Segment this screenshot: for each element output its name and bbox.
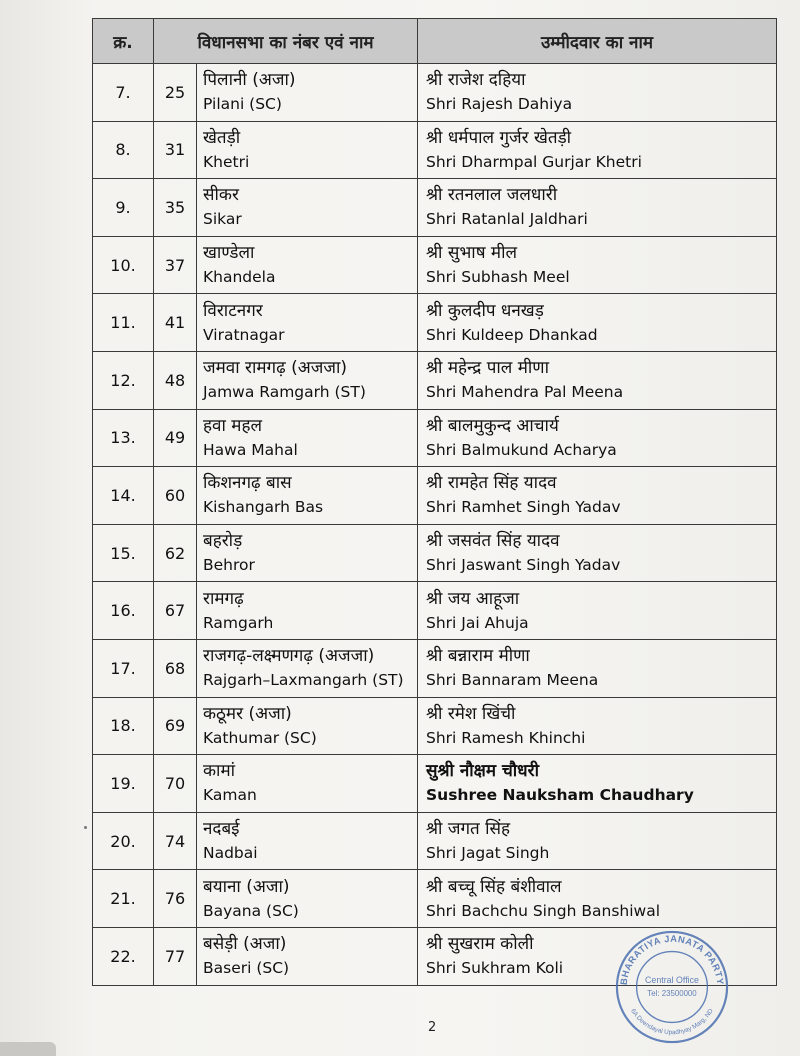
constituency-name-hindi: कामां: [203, 761, 236, 782]
constituency-number-cell: 68: [154, 639, 197, 697]
seal-address-text: 6A Deendayal Upadhyay Marg, ND: [629, 1007, 715, 1037]
candidate-name-hindi: सुश्री नौक्षम चौधरी: [426, 761, 539, 782]
serial-cell: 12.: [93, 351, 154, 409]
constituency-name-cell: [197, 121, 418, 179]
table-row: [93, 639, 777, 697]
table-row: [93, 524, 777, 582]
constituency-name-english: Ramgarh: [203, 613, 274, 632]
constituency-number-cell: 60: [154, 467, 197, 525]
constituency-name-cell: [197, 524, 418, 582]
serial-cell: 21.: [93, 870, 154, 928]
candidate-name-hindi: श्री रमेश खिंची: [426, 703, 516, 724]
scan-speck: [84, 826, 87, 829]
candidate-name-cell: [418, 236, 777, 294]
table-row: [93, 755, 777, 813]
table-row: [93, 409, 777, 467]
constituency-name-english: Hawa Mahal: [203, 440, 298, 459]
seal-center-line2: Tel: 23500000: [647, 988, 697, 998]
table-row: [93, 64, 777, 122]
candidate-name-hindi: श्री बालमुकुन्द आचार्य: [426, 415, 559, 436]
constituency-name-english: Pilani (SC): [203, 95, 282, 114]
constituency-name-hindi: सीकर: [203, 185, 239, 206]
candidate-name-english: Shri Ramhet Singh Yadav: [426, 498, 621, 517]
constituency-name-cell: [197, 64, 418, 122]
constituency-name-cell: [197, 639, 418, 697]
serial-cell: 8.: [93, 121, 154, 179]
table-row: [93, 179, 777, 237]
constituency-name-english: Khetri: [203, 152, 250, 171]
candidate-name-english: Shri Jai Ahuja: [426, 613, 529, 632]
candidate-name-hindi: श्री सुखराम कोली: [426, 934, 534, 955]
header-serial: क्र.: [93, 19, 154, 64]
serial-cell: 17.: [93, 639, 154, 697]
constituency-number-cell: 37: [154, 236, 197, 294]
constituency-number-cell: 62: [154, 524, 197, 582]
candidate-name-cell: [418, 294, 777, 352]
candidate-name-hindi: श्री कुलदीप धनखड़: [426, 300, 544, 321]
constituency-name-hindi: बयाना (अजा): [203, 876, 290, 897]
serial-cell: 22.: [93, 927, 154, 985]
constituency-name-cell: [197, 179, 418, 237]
page-number: 2: [428, 1020, 437, 1035]
candidate-name-english: Shri Jaswant Singh Yadav: [426, 556, 621, 575]
constituency-name-hindi: किशनगढ़ बास: [203, 473, 292, 494]
candidate-name-cell: [418, 582, 777, 640]
constituency-number-cell: 41: [154, 294, 197, 352]
constituency-number-cell: 69: [154, 697, 197, 755]
candidate-name-cell: [418, 121, 777, 179]
candidate-name-english: Shri Bannaram Meena: [426, 671, 599, 690]
constituency-name-english: Khandela: [203, 268, 276, 287]
candidate-name-cell: [418, 524, 777, 582]
candidate-name-english: Sushree Nauksham Chaudhary: [426, 786, 694, 805]
candidate-name-cell: [418, 697, 777, 755]
constituency-name-cell: [197, 409, 418, 467]
constituency-name-hindi: राजगढ़-लक्ष्मणगढ़ (अजजा): [203, 646, 375, 667]
constituency-name-english: Bayana (SC): [203, 901, 299, 920]
candidate-name-english: Shri Kuldeep Dhankad: [426, 325, 598, 344]
table-row: [93, 294, 777, 352]
candidate-name-cell: [418, 812, 777, 870]
candidate-name-cell: [418, 639, 777, 697]
constituency-number-cell: 77: [154, 927, 197, 985]
constituency-name-hindi: नदबई: [203, 819, 240, 840]
constituency-name-cell: [197, 351, 418, 409]
constituency-number-cell: 48: [154, 351, 197, 409]
constituency-name-english: Kishangarh Bas: [203, 498, 324, 517]
serial-cell: 14.: [93, 467, 154, 525]
constituency-name-english: Rajgarh–Laxmangarh (ST): [203, 671, 404, 690]
serial-cell: 18.: [93, 697, 154, 755]
candidate-name-hindi: श्री रामहेत सिंह यादव: [426, 473, 557, 494]
constituency-name-cell: [197, 294, 418, 352]
constituency-name-hindi: बहरोड़: [203, 531, 243, 552]
candidate-name-cell: [418, 179, 777, 237]
constituency-name-english: Kathumar (SC): [203, 728, 317, 747]
constituency-name-hindi: जमवा रामगढ़ (अजजा): [203, 358, 347, 379]
table-header-row: [93, 19, 777, 64]
candidate-name-cell: [418, 351, 777, 409]
candidate-name-english: Shri Sukhram Koli: [426, 959, 564, 978]
seal-ring-text: BHARATIYA JANATA PARTY: [618, 933, 726, 986]
candidate-name-cell: [418, 64, 777, 122]
constituency-name-cell: [197, 755, 418, 813]
constituency-name-hindi: रामगढ़: [203, 588, 244, 609]
constituency-name-english: Viratnagar: [203, 325, 285, 344]
constituency-name-hindi: विराटनगर: [203, 300, 263, 321]
candidate-name-english: Shri Rajesh Dahiya: [426, 95, 573, 114]
candidate-name-cell: [418, 755, 777, 813]
candidate-name-cell: [418, 870, 777, 928]
candidate-name-hindi: श्री सुभाष मील: [426, 243, 518, 264]
constituency-name-hindi: कठूमर (अजा): [203, 703, 292, 724]
serial-cell: 11.: [93, 294, 154, 352]
header-constituency: विधानसभा का नंबर एवं नाम: [154, 19, 418, 64]
candidate-name-english: Shri Jagat Singh: [426, 844, 550, 863]
constituency-name-cell: [197, 467, 418, 525]
candidate-name-hindi: श्री बन्नाराम मीणा: [426, 646, 530, 667]
constituency-name-english: Behror: [203, 556, 255, 575]
constituency-name-english: Nadbai: [203, 844, 258, 863]
serial-cell: 7.: [93, 64, 154, 122]
constituency-number-cell: 25: [154, 64, 197, 122]
table-row: [93, 812, 777, 870]
table-body: [93, 64, 777, 986]
candidate-name-english: Shri Bachchu Singh Banshiwal: [426, 901, 661, 920]
constituency-number-cell: 76: [154, 870, 197, 928]
constituency-name-english: Kaman: [203, 786, 257, 805]
header-candidate: उम्मीदवार का नाम: [418, 19, 777, 64]
seal-center-line1: Central Office: [645, 975, 699, 986]
constituency-name-cell: [197, 236, 418, 294]
constituency-name-hindi: खाण्डेला: [203, 243, 255, 264]
serial-cell: 20.: [93, 812, 154, 870]
table-row: [93, 121, 777, 179]
table-row: [93, 351, 777, 409]
constituency-name-hindi: पिलानी (अजा): [203, 70, 296, 91]
constituency-name-hindi: खेतड़ी: [203, 127, 241, 148]
serial-cell: 19.: [93, 755, 154, 813]
constituency-number-cell: 74: [154, 812, 197, 870]
constituency-number-cell: 70: [154, 755, 197, 813]
candidate-name-cell: [418, 409, 777, 467]
constituency-name-hindi: हवा महल: [203, 415, 263, 436]
candidate-name-cell: [418, 467, 777, 525]
candidate-name-hindi: श्री जसवंत सिंह यादव: [426, 531, 560, 552]
scan-corner: [0, 1042, 56, 1056]
candidate-name-english: Shri Subhash Meel: [426, 268, 570, 287]
candidate-name-english: Shri Mahendra Pal Meena: [426, 383, 624, 402]
constituency-name-english: Jamwa Ramgarh (ST): [203, 383, 366, 402]
constituency-name-cell: [197, 697, 418, 755]
constituency-name-english: Baseri (SC): [203, 959, 290, 978]
constituency-name-english: Sikar: [203, 210, 242, 229]
constituency-name-cell: [197, 927, 418, 985]
constituency-number-cell: 35: [154, 179, 197, 237]
serial-cell: 16.: [93, 582, 154, 640]
constituency-number-cell: 31: [154, 121, 197, 179]
serial-cell: 10.: [93, 236, 154, 294]
table-row: [93, 697, 777, 755]
candidate-name-english: Shri Balmukund Acharya: [426, 440, 617, 459]
serial-cell: 15.: [93, 524, 154, 582]
serial-cell: 13.: [93, 409, 154, 467]
constituency-name-cell: [197, 582, 418, 640]
candidate-list-table: [92, 18, 777, 986]
candidate-name-hindi: श्री धर्मपाल गुर्जर खेतड़ी: [426, 127, 572, 148]
candidate-name-hindi: श्री महेन्द्र पाल मीणा: [426, 358, 549, 379]
table-row: [93, 582, 777, 640]
candidate-name-english: Shri Dharmpal Gurjar Khetri: [426, 152, 642, 171]
candidate-name-hindi: श्री जय आहूजा: [426, 588, 520, 609]
candidate-name-hindi: श्री राजेश दहिया: [426, 70, 526, 91]
table-row: [93, 236, 777, 294]
constituency-number-cell: 67: [154, 582, 197, 640]
candidate-name-english: Shri Ramesh Khinchi: [426, 728, 586, 747]
constituency-name-cell: [197, 812, 418, 870]
party-office-seal: [613, 928, 731, 1046]
constituency-name-hindi: बसेड़ी (अजा): [203, 934, 287, 955]
candidate-name-hindi: श्री बच्चू सिंह बंशीवाल: [426, 876, 562, 897]
candidate-name-hindi: श्री रतनलाल जलधारी: [426, 185, 558, 206]
constituency-number-cell: 49: [154, 409, 197, 467]
serial-cell: 9.: [93, 179, 154, 237]
constituency-name-cell: [197, 870, 418, 928]
candidate-name-hindi: श्री जगत सिंह: [426, 819, 511, 840]
table-row: [93, 467, 777, 525]
candidate-name-english: Shri Ratanlal Jaldhari: [426, 210, 588, 229]
table-row: [93, 870, 777, 928]
